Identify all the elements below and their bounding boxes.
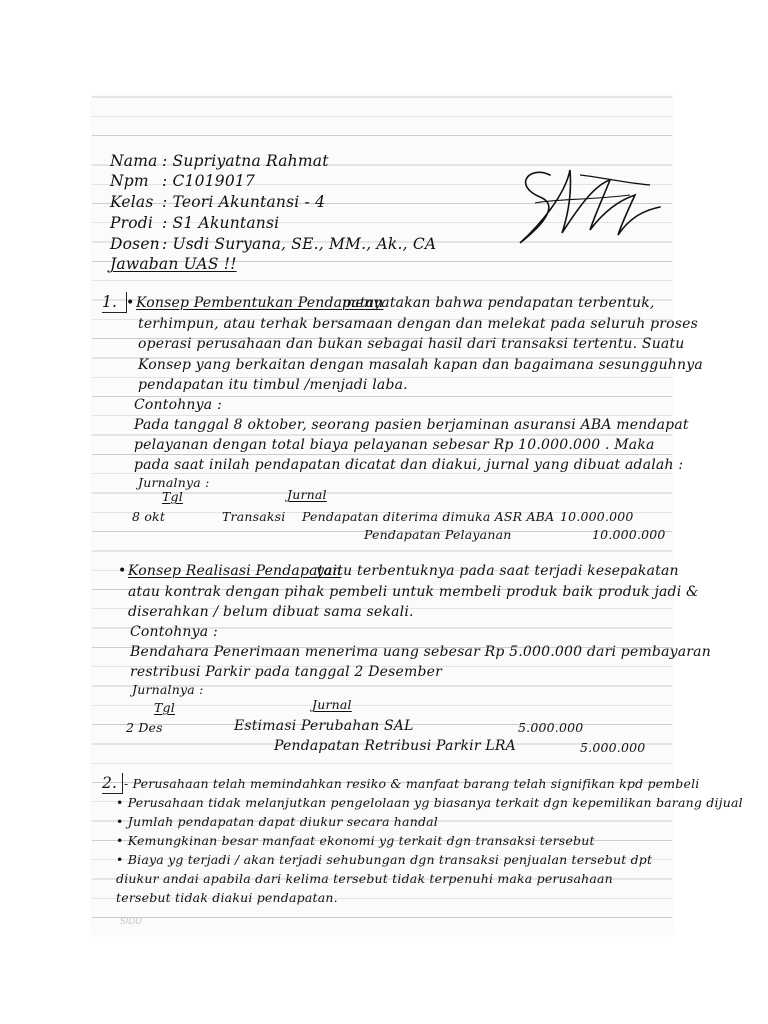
q1b-bullet: • [118, 563, 127, 579]
q1b-contoh-1: restribusi Parkir pada tanggal 2 Desember [130, 664, 442, 680]
q1b-heading: Konsep Realisasi Pendapatan [128, 563, 342, 579]
q1-entry-transaksi: Transaksi [222, 509, 286, 524]
q1b-entry-debit-amount: 5.000.000 [518, 720, 584, 735]
q1b-line-2: diserahkan / belum dibuat sama sekali. [128, 604, 414, 620]
q1b-line-0: yaitu terbentuknya pada saat terjadi kesepakatan [316, 563, 679, 579]
q1b-jurnal-label: Jurnalnya : [132, 682, 204, 697]
q1-line-3: Konsep yang berkaitan dengan masalah kapan dan bagaimana sesungguhnya [138, 357, 703, 373]
label-kelas: Kelas [110, 193, 154, 211]
q2-number: 2. [102, 774, 118, 792]
value-prodi: : S1 Akuntansi [162, 214, 280, 232]
q1-jurnal-label: Jurnalnya : [138, 475, 210, 490]
label-nama: Nama [110, 152, 158, 170]
q1-contoh-1: pelayanan dengan total biaya pelayanan sebesar Rp 10.000.000 . Maka [134, 437, 655, 453]
q1-contoh-label: Contohnya : [134, 397, 222, 413]
q2-line-1: • Perusahaan tidak melanjutkan pengelolaan yg biasanya terkait dgn kepemilikan barang dijual [116, 795, 743, 810]
q1b-entry-date: 2 Des [126, 720, 163, 735]
q2-line-5: diukur andai apabila dari kelima tersebut tidak terpenuhi maka perusahaan [116, 871, 613, 886]
q1-line-2: operasi perusahaan dan bukan sebagai hasil dari transaksi tertentu. Suatu [138, 336, 685, 352]
q2-line-4: • Biaya yg terjadi / akan terjadi sehubungan dgn transaksi penjualan tersebut dpt [116, 852, 653, 867]
q1b-contoh-0: Bendahara Penerimaan menerima uang sebesar Rp 5.000.000 dari pembayaran [130, 644, 711, 660]
q2-line-0: - Perusahaan telah memindahkan resiko & manfaat barang telah signifikan kpd pembeli [124, 776, 700, 791]
q1-entry-debit-amount: 10.000.000 [560, 509, 634, 524]
q1-contoh-2: pada saat inilah pendapatan dicatat dan diakui, jurnal yang dibuat adalah : [134, 457, 684, 473]
q1-number-box [102, 292, 127, 313]
value-nama: : Supriyatna Rahmat [162, 152, 329, 170]
lined-paper [92, 95, 743, 935]
value-npm: : C1019017 [162, 172, 256, 190]
q1b-col-jurnal: Jurnal [312, 697, 352, 712]
q1-line-4: pendapatan itu timbul /menjadi laba. [138, 377, 408, 393]
q1b-contoh-label: Contohnya : [130, 624, 218, 640]
value-dosen: : Usdi Suryana, SE., MM., Ak., CA [162, 235, 437, 253]
label-dosen: Dosen [110, 235, 160, 253]
q2-line-6: tersebut tidak diakui pendapatan. [116, 890, 338, 905]
signature-image [510, 155, 670, 255]
q1b-col-tgl: Tgl [154, 700, 175, 715]
q1-number: 1. [102, 293, 118, 311]
paper-brand-stamp: SIDU [120, 917, 142, 927]
q1-entry-credit-account: Pendapatan Pelayanan [364, 527, 512, 542]
q2-line-3: • Kemungkinan besar manfaat ekonomi yg terkait dgn transaksi tersebut [116, 833, 595, 848]
label-npm: Npm [110, 172, 149, 190]
q1b-line-1: atau kontrak dengan pihak pembeli untuk membeli produk baik produk jadi & [128, 584, 699, 600]
label-prodi: Prodi [110, 214, 154, 232]
q1-entry-debit-account: Pendapatan diterima dimuka ASR ABA [302, 509, 555, 524]
q1b-entry-debit-account: Estimasi Perubahan SAL [234, 718, 414, 734]
q1-heading: Konsep Pembentukan Pendapatan [136, 295, 384, 311]
q1-bullet: • [126, 295, 135, 311]
q1-line-0: menyatakan bahwa pendapatan terbentuk, [342, 295, 655, 311]
q1b-entry-credit-account: Pendapatan Retribusi Parkir LRA [274, 738, 516, 754]
q2-number-box [102, 773, 123, 794]
q1-line-1: terhimpun, atau terhak bersamaan dengan dan melekat pada seluruh proses [138, 316, 699, 332]
value-kelas: : Teori Akuntansi - 4 [162, 193, 326, 211]
q1b-entry-credit-amount: 5.000.000 [580, 740, 646, 755]
q2-line-2: • Jumlah pendapatan dapat diukur secara handal [116, 814, 438, 829]
jawaban-heading: Jawaban UAS !! [110, 255, 237, 273]
q1-col-jurnal: Jurnal [287, 487, 327, 502]
q1-entry-date: 8 okt [132, 509, 166, 524]
q1-col-tgl: Tgl [162, 489, 183, 504]
q1-contoh-0: Pada tanggal 8 oktober, seorang pasien berjaminan asuransi ABA mendapat [134, 417, 689, 433]
q1-entry-credit-amount: 10.000.000 [592, 527, 666, 542]
